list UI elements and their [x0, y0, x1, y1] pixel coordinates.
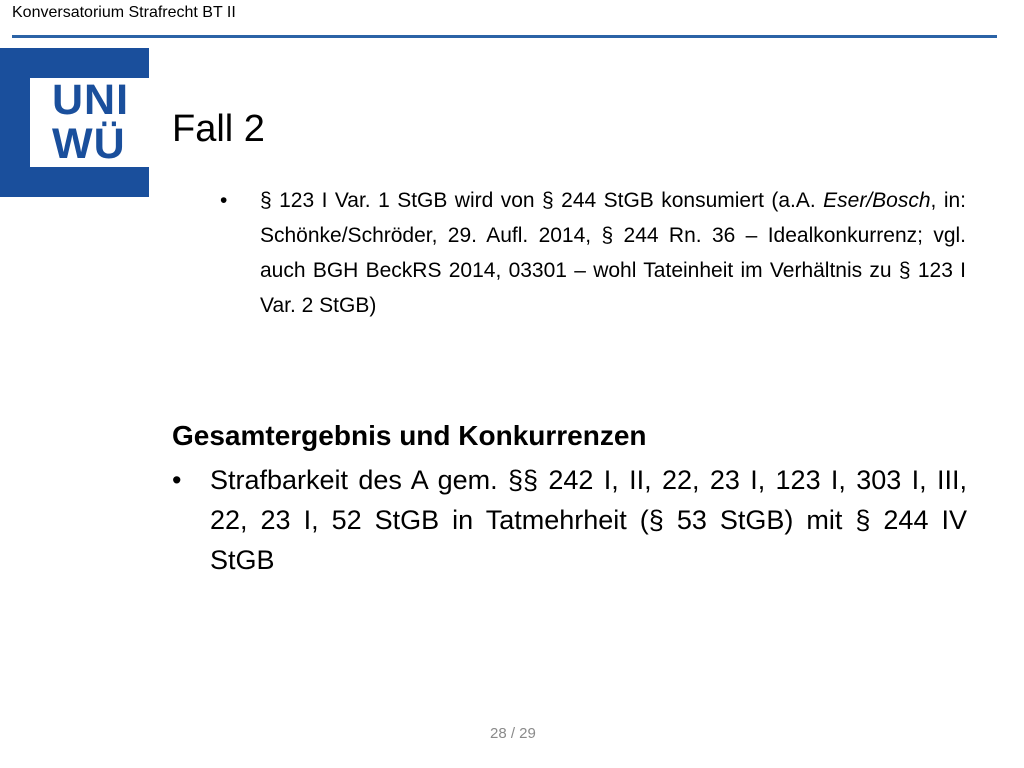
bullet-item-1	[220, 183, 966, 323]
bullet-italic-citation: Eser/Bosch	[823, 189, 931, 212]
logo-line-2: WÜ	[52, 120, 126, 168]
bullet-text-part: , in: Schönke/Schröder, 29. Aufl. 2014, § 244 Rn. 36 – Idealkonkurrenz; vgl. auch BGH BeckRS 2014, 03301 – wohl Tateinheit im Verhältnis zu § 123 I Var. 2 StGB)	[260, 189, 966, 317]
bullet-marker: •	[172, 465, 182, 495]
header-title: Konversatorium Strafrecht BT II	[12, 4, 236, 21]
page-number: 28 / 29	[490, 725, 536, 742]
slide-title: Fall 2	[172, 108, 265, 150]
logo-line-1: UNI	[52, 76, 130, 124]
section-heading: Gesamtergebnis und Konkurrenzen	[172, 420, 647, 451]
bullet-item-2	[172, 460, 967, 580]
bullet-text-part: § 123 I Var. 1 StGB wird von § 244 StGB konsumiert (a.A.	[260, 189, 824, 212]
header-divider	[12, 35, 997, 38]
bullet-marker: •	[220, 189, 228, 212]
bullet-text-2: Strafbarkeit des A gem. §§ 242 I, II, 22, 23 I, 123 I, 303 I, III, 22, 23 I, 52 StGB in Tatmehrheit (§ 53 StGB) mit § 244 IV StGB	[210, 465, 967, 575]
logo-text	[52, 78, 129, 166]
bullet-text-1	[260, 183, 966, 323]
university-logo	[0, 48, 149, 197]
